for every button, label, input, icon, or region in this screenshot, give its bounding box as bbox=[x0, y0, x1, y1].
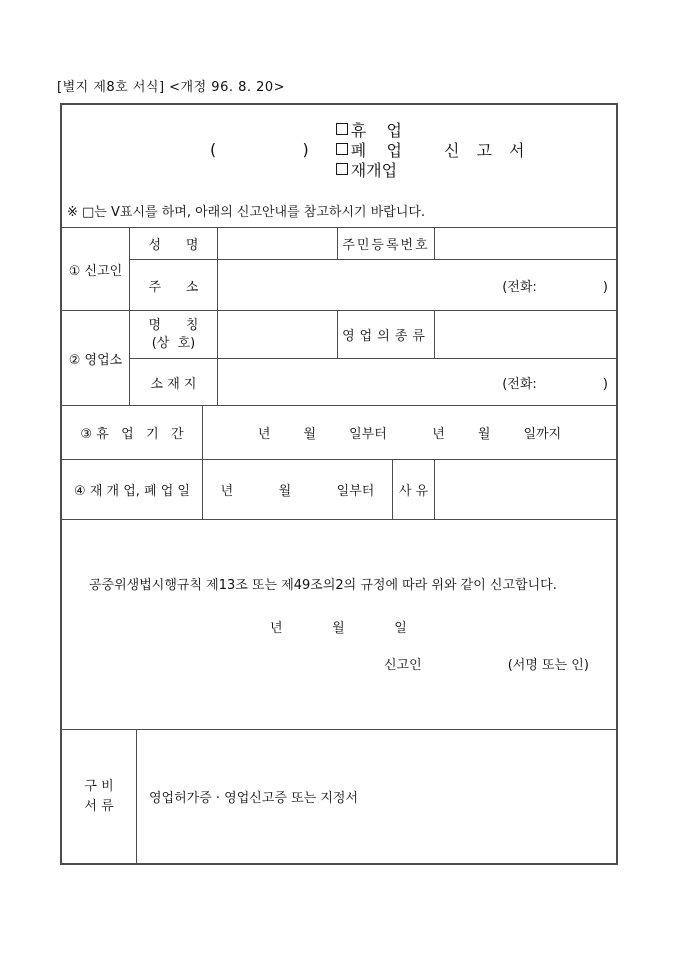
name-label-cell: 성 명 bbox=[130, 228, 218, 259]
documents-label-line2: 서 류 bbox=[84, 798, 114, 814]
option-closure bbox=[336, 139, 402, 159]
business-phone-note: (전화: ) bbox=[502, 376, 608, 392]
documents-content-cell bbox=[137, 730, 616, 863]
closure-period-row bbox=[62, 406, 616, 460]
form-reference-label: [별지 제8호 서식] <개정 96. 8. 20> bbox=[57, 80, 286, 95]
applicant-section-label: ① 신고인 bbox=[62, 228, 130, 310]
reopen-close-label-cell: ④ 재 개 업, 폐 업 일 bbox=[62, 460, 203, 519]
signer-label: 신고인 bbox=[384, 658, 422, 673]
option-suspension bbox=[336, 119, 402, 139]
reason-label-cell: 사 유 bbox=[393, 460, 435, 519]
instruction-note: ※ □는 V표시를 하며, 아래의 신고안내를 참고하시기 바랍니다. bbox=[67, 205, 426, 220]
documents-label-cell bbox=[62, 730, 137, 863]
declaration-text: 공중위생법시행규칙 제13조 또는 제49조의2의 규정에 따라 위와 같이 신고합니다. bbox=[89, 578, 557, 593]
business-section-label: ② 영업소 bbox=[62, 311, 130, 405]
rrn-value-cell[interactable] bbox=[435, 228, 616, 259]
declaration-date-line[interactable]: 년 월 일 bbox=[270, 621, 407, 636]
rrn-label-cell: 주민등록번호 bbox=[338, 228, 435, 259]
business-fields bbox=[130, 311, 616, 405]
applicant-fields bbox=[130, 228, 616, 310]
name-value-cell[interactable] bbox=[218, 228, 338, 259]
option-reopening-label: 재개업 bbox=[350, 160, 398, 180]
applicant-section bbox=[62, 228, 616, 311]
form-outer-box bbox=[60, 103, 618, 865]
reopen-close-row bbox=[62, 460, 616, 520]
business-name-label-cell bbox=[130, 311, 218, 358]
address-label-cell: 주 소 bbox=[130, 260, 218, 310]
documents-label-line1: 구 비 bbox=[84, 779, 114, 794]
business-name-value-cell[interactable] bbox=[218, 311, 338, 358]
closure-period-value-cell[interactable]: 년 월 일부터 년 월 일까지 bbox=[257, 427, 562, 442]
business-location-row bbox=[130, 359, 616, 405]
address-value-cell[interactable] bbox=[218, 260, 616, 310]
closure-period-label-cell: ③ 휴 업 기 간 bbox=[62, 406, 203, 459]
signature-note: (서명 또는 인) bbox=[507, 658, 589, 673]
business-type-value-cell[interactable] bbox=[435, 311, 616, 358]
documents-content-text: 영업허가증 · 영업신고증 또는 지정서 bbox=[149, 791, 359, 806]
declaration-section bbox=[62, 520, 616, 730]
applicant-name-row bbox=[130, 228, 616, 260]
business-name-row bbox=[130, 311, 616, 359]
location-value-cell[interactable] bbox=[218, 359, 616, 405]
title-section bbox=[62, 105, 616, 228]
title-checkbox-group bbox=[336, 119, 402, 179]
option-reopening bbox=[336, 159, 402, 179]
checkbox-closure-icon[interactable] bbox=[336, 143, 348, 155]
checkbox-suspension-icon[interactable] bbox=[336, 123, 348, 135]
option-suspension-label: 휴 업 bbox=[350, 120, 402, 140]
business-type-label-cell: 영업의종류 bbox=[338, 311, 435, 358]
reason-value-cell[interactable] bbox=[435, 460, 616, 519]
form-title bbox=[210, 119, 616, 179]
applicant-phone-note: (전화: ) bbox=[502, 279, 608, 295]
checkbox-reopening-icon[interactable] bbox=[336, 163, 348, 175]
documents-section bbox=[62, 730, 616, 863]
location-label-cell: 소 재 지 bbox=[130, 359, 218, 405]
reopen-close-date-cell[interactable]: 년 월 일부터 bbox=[203, 460, 393, 519]
option-closure-label: 폐 업 bbox=[350, 140, 402, 160]
title-suffix: 신 고 서 bbox=[443, 140, 531, 160]
business-name-label-line1: 명 칭 bbox=[148, 317, 199, 333]
business-name-label-line2: (상 호) bbox=[151, 335, 196, 351]
business-section bbox=[62, 311, 616, 406]
declaration-sign-line bbox=[384, 654, 589, 673]
title-paren-blank: ( ) bbox=[210, 139, 310, 159]
applicant-address-row bbox=[130, 260, 616, 310]
